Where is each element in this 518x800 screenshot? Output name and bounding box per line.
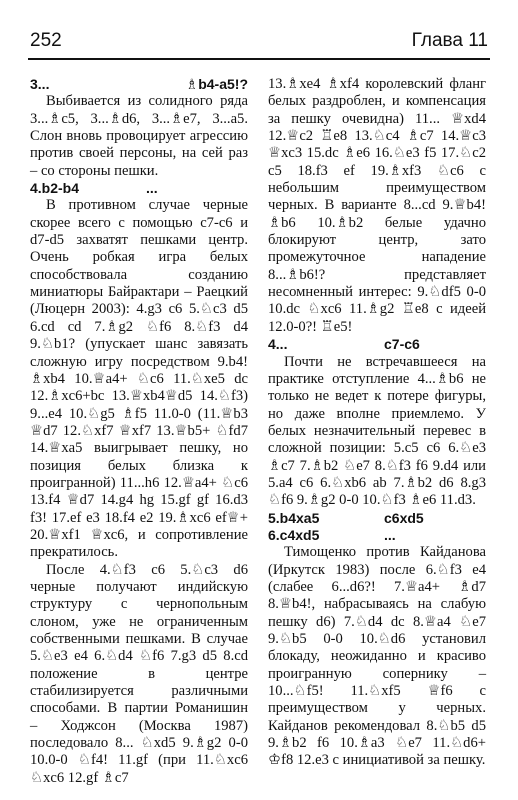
paragraph: Тимощенко против Кайданова (Иркутск 1983) после 6.♘f3 e4 (слабее 6...d6?! 7.♕a4+ ♗d7 8.♕b4!, набрасываясь на слабую пешку d6) 7.♘d4 dc 8.♕a4 ♘e7 9.♘b5 0-0 10.♘d6 установил блокаду, неожиданно и красиво проигранную сопернику – 10...♘f5! 11.♘xf5 ♕f6 с преимуществом у черных. Кайданов рекомендовал 8.♘b5 d5 9.♗b2 f6 10.♗a3 ♘e7 11.♘d6+ ♔f8 12.e3 с инициативой за пешку. — [268, 544, 486, 769]
chapter-title: Глава 11 — [411, 30, 488, 51]
left-column — [30, 76, 248, 787]
move-black: c6xd5 — [384, 509, 424, 526]
paragraph: Выбивается из солидного ряда 3...♗c5, 3...♗d6, 3...♗e7, 3...a5. Слон вновь провоцирует агрессию против своей персоны, на сей раз – со стороны пешки. — [30, 93, 248, 179]
paragraph: В противном случае черные скорее всего с помощью c7-c6 и d7-d5 захватят пешками центр. Очень робкая игра белых способствовала созданию миниатюры Байрактари – Раецкий (Люцерн 2003): 4.g3 c6 5.♘c3 d5 6.cd cd 7.♗g2 ♘f6 8.♘f3 d4 9.♘b1? (упускает шанс завязать сложную игру посредством 9.b4! ♗xb4 10.♕a4+ ♘c6 11.♘xe5 dc 12.♗xc6+bc 13.♕xb4♕d5 14.♘f3) 9...e4 10.♘g5 ♗f5 11.0-0 (11.♕b3 ♕d7 12.♘xf7 ♕xf7 13.♕b5+ ♘fd7 14.♕xa5 выигрывает пешку, но позиция белых близка к проигранной) 11...h6 12.♕a4+ ♘c6 13.f4 ♕d7 14.g4 hg 15.gf gf 16.d3 f3! 17.ef e3 18.f4 e2 19.♗xc6 ef♕+ 20.♕xf1 ♕xc6, и сопротивление прекратилось. — [30, 197, 248, 561]
paragraph: Почти не встречавшееся на практике отступление 4...♗b6 не только не ведет к потере фигуры, но даже вполне приемлемо. У белых незначительный перевес в сложной позиции: 5.c5 c6 6.♘e3 ♗c7 7.♗b2 ♘e7 8.♘f3 f6 9.d4 или 5.a4 c6 6.♘xb6 ab 7.♗b2 d6 8.g3 ♘f6 9.♗g2 0-0 10.♘f3 ♗e6 11.d3. — [268, 353, 486, 509]
move-white: 4... — [268, 336, 288, 353]
move-white: 4.b2-b4 — [30, 180, 80, 197]
move-white: 3... — [30, 76, 50, 92]
right-column — [268, 76, 486, 770]
move-black: ... — [384, 526, 396, 543]
paragraph: После 4.♘f3 c6 5.♘c3 d6 черные получают индийскую структуру с чернопольным слоном, уже не ограниченным собственными пешками. В случае 5.♘e3 e4 6.♘d4 ♘f6 7.g3 d5 8.cd положение в центре стабилизируется различными способами. В партии Романишин – Ходжсон (Москва 1987) последовало 8... ♘xd5 9.♗g2 0-0 10.0-0 ♘f4! 11.gf (при 11.♘xc6 ♘xc6 12.gf ♗c7 — [30, 561, 248, 786]
move-heading — [268, 510, 486, 527]
running-header — [28, 26, 490, 60]
page-number: 252 — [30, 30, 62, 51]
move-black: c7-c6 — [384, 336, 420, 353]
move-black: ♗b4-a5!? — [185, 76, 248, 92]
paragraph: 13.♗xe4 ♗xf4 королевский фланг белых раздроблен, и компенсация за пешку очевидна) 11... ♕xd4 12.♕c2 ♖e8 13.♘c4 ♗c7 14.♕c3 ♕xc3 15.dc ♗e6 16.♘e3 f5 17.♘c2 c5 18.f3 ef 19.♗xf3 ♘c6 с небольшим преимуществом черных. В варианте 8...cd 9.♕b4! ♗b6 10.♗b2 белые удачно блокируют центр, зато промежуточное нападение 8...♗b6!? представляет несомненный интерес: 9.♘df5 0-0 10.dc ♘xc6 11.♗g2 ♖e8 с идеей 12.0-0?! ♖e5! — [268, 76, 486, 335]
move-heading — [30, 76, 248, 93]
move-white: 6.c4xd5 — [268, 526, 320, 543]
move-heading — [30, 180, 248, 197]
move-white: 5.b4xa5 — [268, 509, 320, 526]
move-heading — [268, 527, 486, 544]
move-heading — [268, 336, 486, 353]
move-black: ... — [146, 180, 158, 197]
